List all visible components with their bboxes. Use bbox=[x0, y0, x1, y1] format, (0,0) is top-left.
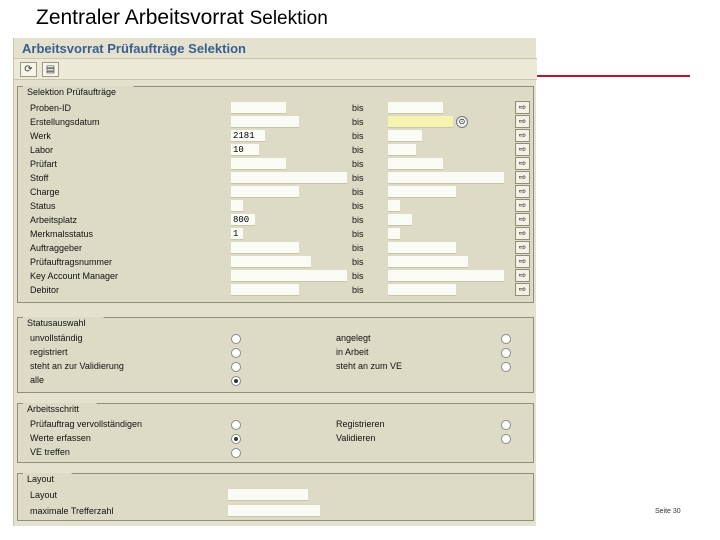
status-group-title: Statusauswahl bbox=[23, 317, 90, 329]
from-field[interactable] bbox=[231, 284, 299, 296]
multiple-selection-arrow-icon[interactable]: ⇨ bbox=[515, 255, 530, 268]
bis-label: bis bbox=[352, 243, 364, 253]
status-option-label: alle bbox=[30, 375, 45, 385]
criteria-label: Erstellungsdatum bbox=[30, 117, 100, 127]
multiple-selection-arrow-icon[interactable]: ⇨ bbox=[515, 171, 530, 184]
value-help-icon[interactable]: ⊙ bbox=[456, 116, 468, 128]
bis-label: bis bbox=[352, 285, 364, 295]
from-field[interactable] bbox=[231, 158, 286, 170]
criteria-label: Status bbox=[30, 201, 56, 211]
from-field[interactable] bbox=[231, 186, 299, 198]
work-step-radio-ve-treffen[interactable] bbox=[231, 448, 241, 458]
criteria-label: Key Account Manager bbox=[30, 271, 119, 281]
criteria-label: Werk bbox=[30, 131, 51, 141]
slide-title-suffix: Selektion bbox=[249, 8, 328, 29]
from-field[interactable] bbox=[231, 256, 311, 268]
multiple-selection-arrow-icon[interactable]: ⇨ bbox=[515, 241, 530, 254]
criteria-label: Merkmalsstatus bbox=[30, 229, 94, 239]
bis-label: bis bbox=[352, 173, 364, 183]
work-step-radio-validieren[interactable] bbox=[501, 434, 511, 444]
criteria-row bbox=[18, 143, 535, 157]
bis-label: bis bbox=[352, 271, 364, 281]
to-field[interactable] bbox=[388, 270, 504, 282]
multiple-selection-arrow-icon[interactable]: ⇨ bbox=[515, 283, 530, 296]
work-step-option-label: Registrieren bbox=[336, 419, 385, 429]
from-field[interactable]: 2181 bbox=[231, 130, 265, 142]
bis-label: bis bbox=[352, 229, 364, 239]
work-step-radio-vervollstaendigen[interactable] bbox=[231, 420, 241, 430]
layout-input[interactable] bbox=[228, 489, 308, 501]
to-field-active[interactable] bbox=[388, 116, 453, 128]
criteria-row bbox=[18, 101, 535, 115]
layout-group-title: Layout bbox=[23, 473, 58, 485]
status-option-label: steht an zum VE bbox=[336, 361, 403, 371]
status-radio-in-arbeit[interactable] bbox=[501, 348, 511, 358]
bis-label: bis bbox=[352, 257, 364, 267]
criteria-row bbox=[18, 269, 535, 283]
work-step-option-label: Werte erfassen bbox=[30, 433, 91, 443]
criteria-row bbox=[18, 227, 535, 241]
criteria-row bbox=[18, 255, 535, 269]
layout-label: Layout bbox=[30, 490, 58, 500]
window-title: Arbeitsvorrat Prüfaufträge Selektion bbox=[22, 41, 246, 56]
multiple-selection-arrow-icon[interactable]: ⇨ bbox=[515, 269, 530, 282]
criteria-label: Arbeitsplatz bbox=[30, 215, 78, 225]
criteria-label: Charge bbox=[30, 187, 60, 197]
page-number: Seite 30 bbox=[655, 508, 681, 515]
selection-group bbox=[17, 86, 534, 303]
bis-label: bis bbox=[352, 145, 364, 155]
bis-label: bis bbox=[352, 201, 364, 211]
to-field[interactable] bbox=[388, 284, 456, 296]
multiple-selection-arrow-icon[interactable]: ⇨ bbox=[515, 227, 530, 240]
status-radio-unvollstaendig[interactable] bbox=[231, 334, 241, 344]
to-field[interactable] bbox=[388, 144, 416, 156]
max-hits-label: maximale Trefferzahl bbox=[30, 506, 114, 516]
criteria-row bbox=[18, 115, 535, 129]
bis-label: bis bbox=[352, 159, 364, 169]
criteria-row bbox=[18, 213, 535, 227]
criteria-label: Labor bbox=[30, 145, 54, 155]
from-field[interactable] bbox=[231, 270, 347, 282]
multiple-selection-arrow-icon[interactable]: ⇨ bbox=[515, 213, 530, 226]
to-field[interactable] bbox=[388, 256, 468, 268]
criteria-row bbox=[18, 157, 535, 171]
criteria-label: Proben-ID bbox=[30, 103, 72, 113]
status-option-label: steht an zur Validierung bbox=[30, 361, 124, 371]
criteria-row bbox=[18, 283, 535, 297]
application-toolbar bbox=[14, 58, 537, 80]
accent-rule bbox=[536, 75, 690, 77]
criteria-label: Debitor bbox=[30, 285, 60, 295]
criteria-row bbox=[18, 185, 535, 199]
work-step-radio-registrieren[interactable] bbox=[501, 420, 511, 430]
to-field[interactable] bbox=[388, 102, 443, 114]
work-step-option-label: Validieren bbox=[336, 433, 376, 443]
from-field[interactable]: 800 bbox=[231, 214, 255, 226]
slide-title bbox=[36, 6, 328, 30]
multiple-selection-arrow-icon[interactable]: ⇨ bbox=[515, 101, 530, 114]
criteria-label: Prüfart bbox=[30, 159, 58, 169]
criteria-row bbox=[18, 171, 535, 185]
work-step-option-label: Prüfauftrag vervollständigen bbox=[30, 419, 143, 429]
multiple-selection-arrow-icon[interactable]: ⇨ bbox=[515, 115, 530, 128]
status-group bbox=[17, 317, 534, 393]
multiple-selection-arrow-icon[interactable]: ⇨ bbox=[515, 157, 530, 170]
to-field[interactable] bbox=[388, 158, 443, 170]
status-option-label: angelegt bbox=[336, 333, 371, 343]
from-field[interactable] bbox=[231, 200, 243, 212]
to-field[interactable] bbox=[388, 200, 400, 212]
status-option-label: in Arbeit bbox=[336, 347, 369, 357]
criteria-label: Auftraggeber bbox=[30, 243, 83, 253]
bis-label: bis bbox=[352, 215, 364, 225]
status-option-label: unvollständig bbox=[30, 333, 83, 343]
bis-label: bis bbox=[352, 187, 364, 197]
max-hits-input[interactable] bbox=[228, 505, 320, 517]
from-field[interactable] bbox=[231, 116, 299, 128]
to-field[interactable] bbox=[388, 172, 504, 184]
slide-title-main: Zentraler Arbeitsvorrat bbox=[36, 6, 244, 29]
criteria-label: Stoff bbox=[30, 173, 49, 183]
layout-group bbox=[17, 473, 534, 521]
multiple-selection-arrow-icon[interactable]: ⇨ bbox=[515, 185, 530, 198]
to-field[interactable] bbox=[388, 186, 456, 198]
status-radio-ve[interactable] bbox=[501, 362, 511, 372]
status-radio-validierung[interactable] bbox=[231, 362, 241, 372]
status-radio-angelegt[interactable] bbox=[501, 334, 511, 344]
work-step-group-title: Arbeitsschritt bbox=[23, 403, 83, 415]
criteria-row bbox=[18, 199, 535, 213]
status-radio-registriert[interactable] bbox=[231, 348, 241, 358]
status-option-label: registriert bbox=[30, 347, 68, 357]
max-hits-row bbox=[18, 504, 535, 518]
from-field[interactable] bbox=[231, 242, 299, 254]
from-field[interactable]: 1 bbox=[231, 228, 243, 240]
sap-window bbox=[13, 38, 536, 526]
bis-label: bis bbox=[352, 103, 364, 113]
criteria-row bbox=[18, 241, 535, 255]
from-field[interactable] bbox=[231, 102, 286, 114]
layout-row bbox=[18, 488, 535, 502]
bis-label: bis bbox=[352, 131, 364, 141]
work-step-option-label: VE treffen bbox=[30, 447, 70, 457]
status-radio-alle[interactable] bbox=[231, 376, 241, 386]
execute-icon[interactable]: ⟳ bbox=[20, 62, 37, 77]
save-variant-icon[interactable]: ▤ bbox=[42, 62, 59, 77]
bis-label: bis bbox=[352, 117, 364, 127]
selection-group-title: Selektion Prüfaufträge bbox=[23, 86, 120, 98]
to-field[interactable] bbox=[388, 130, 422, 142]
work-step-radio-werte-erfassen[interactable] bbox=[231, 434, 241, 444]
to-field[interactable] bbox=[388, 228, 400, 240]
from-field[interactable]: 10 bbox=[231, 144, 259, 156]
criteria-row bbox=[18, 129, 535, 143]
multiple-selection-arrow-icon[interactable]: ⇨ bbox=[515, 199, 530, 212]
multiple-selection-arrow-icon[interactable]: ⇨ bbox=[515, 143, 530, 156]
multiple-selection-arrow-icon[interactable]: ⇨ bbox=[515, 129, 530, 142]
to-field[interactable] bbox=[388, 214, 412, 226]
to-field[interactable] bbox=[388, 242, 456, 254]
work-step-group bbox=[17, 403, 534, 463]
criteria-label: Prüfauftragsnummer bbox=[30, 257, 113, 267]
from-field[interactable] bbox=[231, 172, 347, 184]
